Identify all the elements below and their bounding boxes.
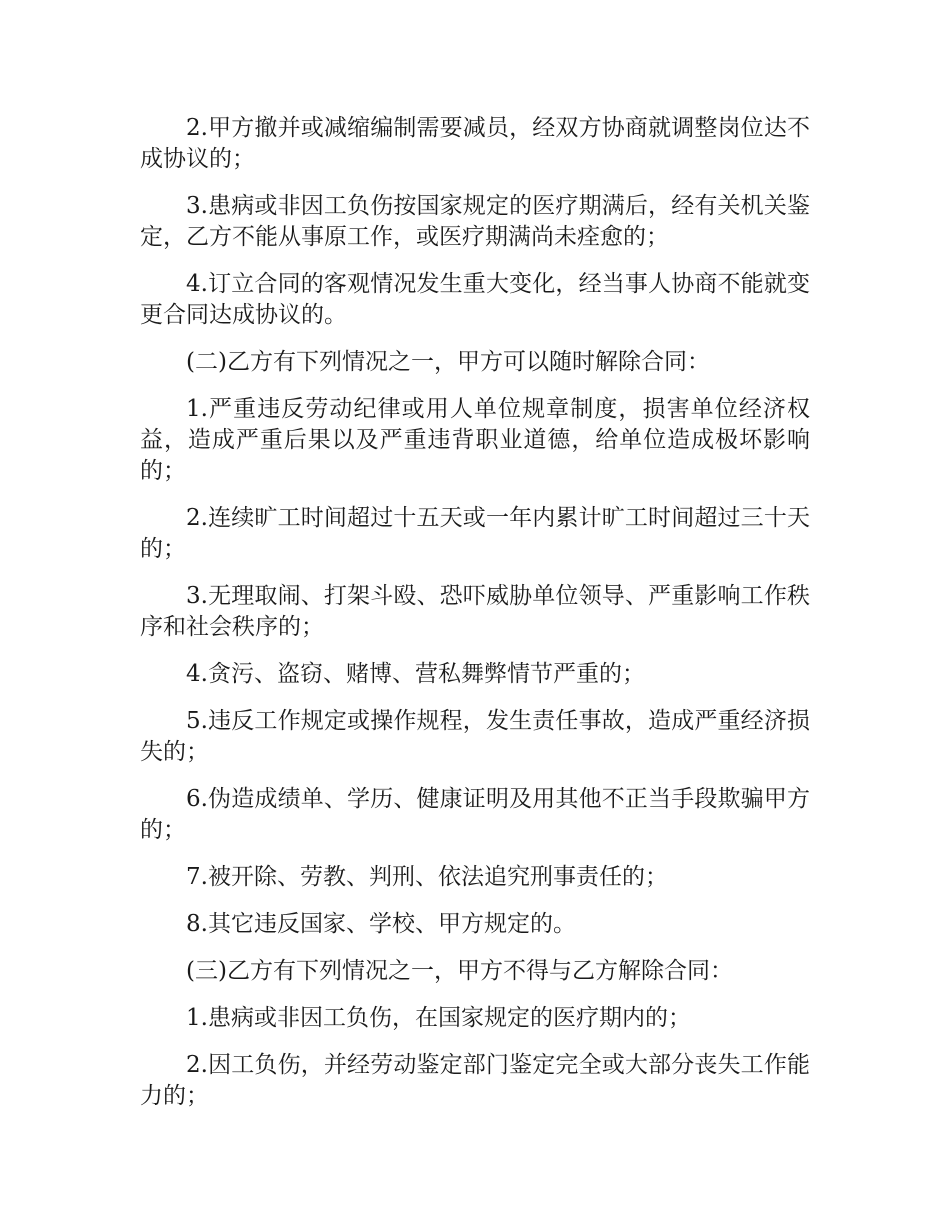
paragraph-1-2: 1.严重违反劳动纪律或用人单位规章制度，损害单位经济权益，造成严重后果以及严重违背职业道德，给单位造成极坏影响的； bbox=[140, 396, 810, 484]
paragraph-4-1: 4.订立合同的客观情况发生重大变化，经当事人协商不能就变更合同达成协议的。 bbox=[140, 271, 810, 328]
paragraph-2-2: 2.连续旷工时间超过十五天或一年内累计旷工时间超过三十天的； bbox=[140, 505, 810, 562]
paragraph-2-1: 2.甲方撤并或减缩编制需要减员，经双方协商就调整岗位达不成协议的； bbox=[140, 115, 810, 172]
paragraph-2-3: 2.因工负伤，并经劳动鉴定部门鉴定完全或大部分丧失工作能力的； bbox=[140, 1052, 810, 1109]
paragraph-1-3: 1.患病或非因工负伤，在国家规定的医疗期内的； bbox=[186, 1005, 691, 1031]
paragraph-3-2: 3.无理取闹、打架斗殴、恐吓威胁单位领导、严重影响工作秩序和社会秩序的； bbox=[140, 583, 810, 640]
section-heading-2: (二)乙方有下列情况之一，甲方可以随时解除合同： bbox=[186, 349, 710, 375]
paragraph-3-1: 3.患病或非因工负伤按国家规定的医疗期满后，经有关机关鉴定，乙方不能从事原工作，或医疗期满尚未痊愈的； bbox=[140, 193, 810, 250]
paragraph-4-2: 4.贪污、盗窃、赌博、营私舞弊情节严重的； bbox=[186, 661, 645, 687]
document-body bbox=[140, 113, 810, 1128]
paragraph-7-2: 7.被开除、劳教、判刑、依法追究刑事责任的； bbox=[186, 864, 668, 890]
paragraph-8-2: 8.其它违反国家、学校、甲方规定的。 bbox=[186, 911, 576, 937]
paragraph-5-2: 5.违反工作规定或操作规程，发生责任事故，造成严重经济损失的； bbox=[140, 708, 810, 765]
section-heading-3: (三)乙方有下列情况之一，甲方不得与乙方解除合同： bbox=[186, 958, 733, 984]
paragraph-6-2: 6.伪造成绩单、学历、健康证明及用其他不正当手段欺骗甲方的； bbox=[140, 786, 810, 843]
